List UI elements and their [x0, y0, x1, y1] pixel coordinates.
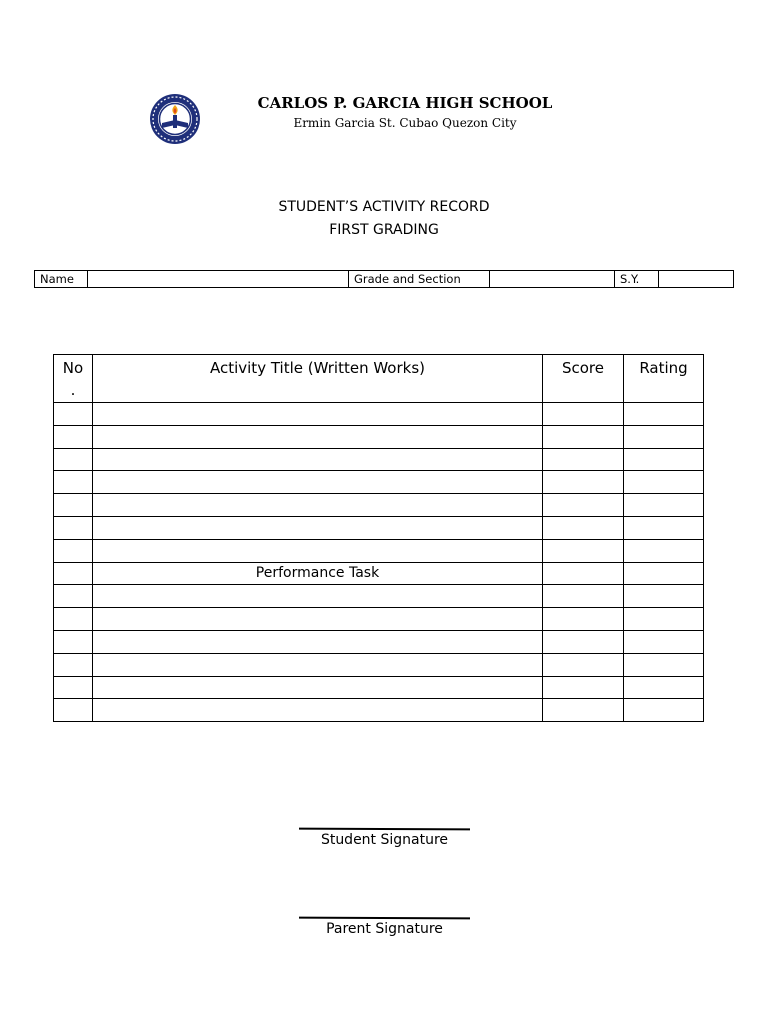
cell-score[interactable]: [543, 562, 624, 585]
cell-no[interactable]: [54, 630, 93, 653]
cell-score[interactable]: [543, 516, 624, 539]
table-row: [54, 653, 704, 676]
cell-score[interactable]: [543, 403, 624, 426]
document-title: [184, 196, 584, 242]
cell-rating[interactable]: [624, 653, 704, 676]
cell-activity[interactable]: [93, 585, 543, 608]
sy-label: S.Y.: [615, 271, 659, 288]
grade-section-field[interactable]: [490, 271, 615, 288]
header-rating: Rating: [624, 355, 704, 403]
cell-no[interactable]: [54, 676, 93, 699]
cell-activity[interactable]: [93, 653, 543, 676]
table-row: [54, 516, 704, 539]
cell-score[interactable]: [543, 676, 624, 699]
cell-no[interactable]: [54, 494, 93, 517]
cell-activity[interactable]: [93, 494, 543, 517]
header-score: Score: [543, 355, 624, 403]
cell-rating[interactable]: [624, 403, 704, 426]
cell-no[interactable]: [54, 699, 93, 722]
parent-signature-label: Parent Signature: [326, 921, 443, 937]
cell-rating[interactable]: [624, 425, 704, 448]
cell-rating[interactable]: [624, 562, 704, 585]
cell-activity[interactable]: [93, 676, 543, 699]
parent-signature-line[interactable]: [299, 917, 470, 920]
cell-rating[interactable]: [624, 699, 704, 722]
cell-score[interactable]: [543, 425, 624, 448]
name-field[interactable]: [88, 271, 349, 288]
name-label: Name: [35, 271, 88, 288]
table-header-row: [54, 355, 704, 403]
cell-activity[interactable]: [93, 425, 543, 448]
student-info-table: [34, 270, 734, 288]
sy-field[interactable]: [659, 271, 734, 288]
cell-no[interactable]: [54, 448, 93, 471]
student-signature-label: Student Signature: [320, 832, 449, 848]
cell-score[interactable]: [543, 448, 624, 471]
table-row: [54, 630, 704, 653]
cell-score[interactable]: [543, 539, 624, 562]
cell-rating[interactable]: [624, 676, 704, 699]
cell-rating[interactable]: [624, 630, 704, 653]
cell-activity[interactable]: [93, 699, 543, 722]
cell-score[interactable]: [543, 699, 624, 722]
table-row: [54, 699, 704, 722]
cell-no[interactable]: [54, 516, 93, 539]
performance-task-label: Performance Task: [93, 562, 543, 585]
cell-no[interactable]: [54, 608, 93, 631]
cell-score[interactable]: [543, 494, 624, 517]
school-name: CARLOS P. GARCIA HIGH SCHOOL: [257, 94, 553, 112]
cell-score[interactable]: [543, 585, 624, 608]
cell-score[interactable]: [543, 471, 624, 494]
header-no: No .: [54, 355, 93, 403]
cell-rating[interactable]: [624, 608, 704, 631]
cell-no[interactable]: [54, 585, 93, 608]
cell-score[interactable]: [543, 608, 624, 631]
performance-task-row: [54, 562, 704, 585]
cell-activity[interactable]: [93, 608, 543, 631]
header-activity-title: Activity Title (Written Works): [93, 355, 543, 403]
cell-activity[interactable]: [93, 516, 543, 539]
table-row: [54, 539, 704, 562]
table-row: [54, 585, 704, 608]
cell-activity[interactable]: [93, 403, 543, 426]
cell-no[interactable]: [54, 471, 93, 494]
cell-score[interactable]: [543, 653, 624, 676]
cell-rating[interactable]: [624, 585, 704, 608]
school-logo: [149, 93, 201, 145]
cell-score[interactable]: [543, 630, 624, 653]
student-signature-block: [299, 828, 470, 848]
table-row: [54, 471, 704, 494]
cell-rating[interactable]: [624, 494, 704, 517]
cell-activity[interactable]: [93, 471, 543, 494]
table-row: [54, 403, 704, 426]
cell-activity[interactable]: [93, 539, 543, 562]
activity-table: [53, 354, 704, 722]
table-row: [54, 608, 704, 631]
cell-no[interactable]: [54, 539, 93, 562]
table-row: [54, 425, 704, 448]
cell-rating[interactable]: [624, 448, 704, 471]
school-address: Ermin Garcia St. Cubao Quezon City: [293, 116, 517, 130]
parent-signature-block: [299, 917, 470, 937]
cell-no[interactable]: [54, 403, 93, 426]
table-row: [54, 494, 704, 517]
student-signature-line[interactable]: [299, 828, 470, 831]
table-row: [54, 448, 704, 471]
cell-rating[interactable]: [624, 516, 704, 539]
cell-no[interactable]: [54, 653, 93, 676]
cell-no[interactable]: [54, 425, 93, 448]
cell-rating[interactable]: [624, 471, 704, 494]
cell-rating[interactable]: [624, 539, 704, 562]
grade-section-label: Grade and Section: [349, 271, 490, 288]
table-row: [54, 676, 704, 699]
cell-no[interactable]: [54, 562, 93, 585]
cell-activity[interactable]: [93, 630, 543, 653]
cell-activity[interactable]: [93, 448, 543, 471]
title-line-1: STUDENT’S ACTIVITY RECORD: [278, 199, 490, 215]
title-line-2: FIRST GRADING: [329, 222, 439, 238]
